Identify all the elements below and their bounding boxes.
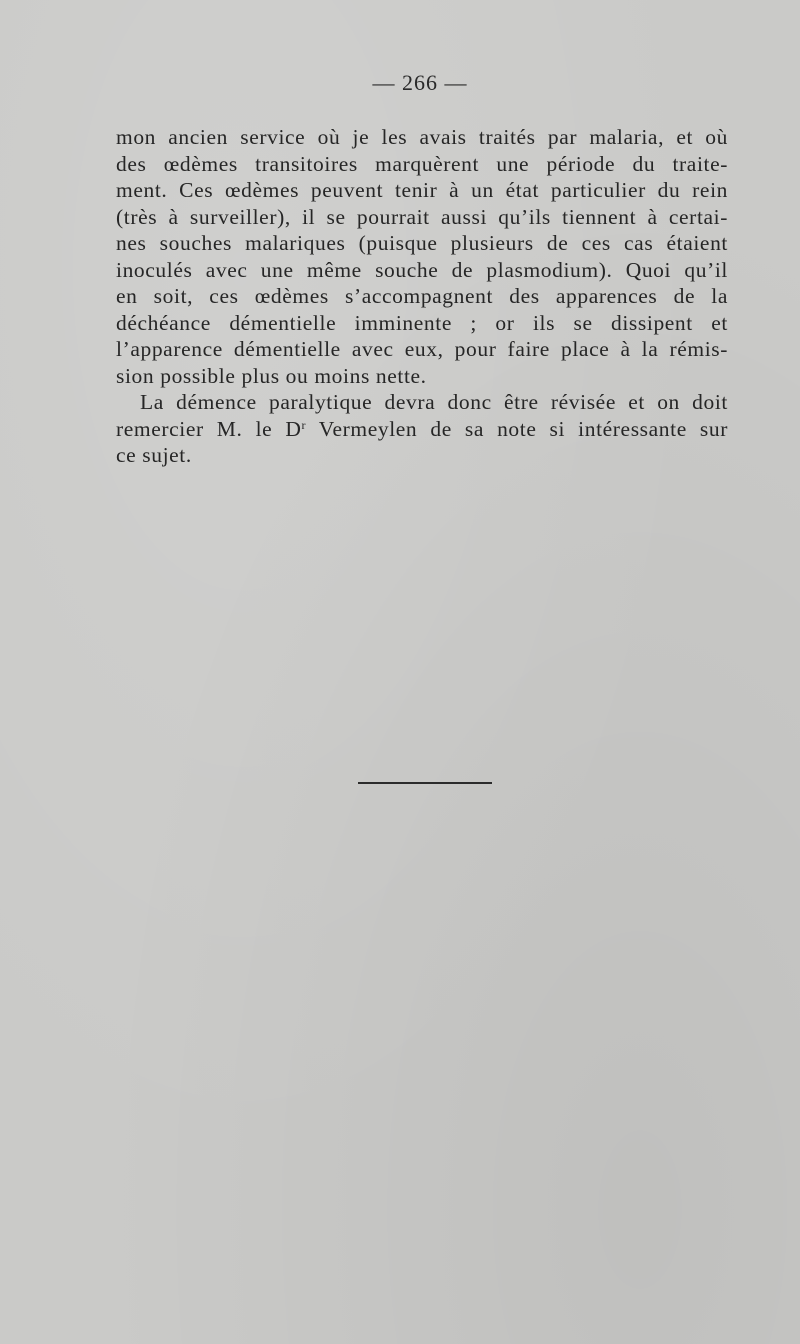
text-line: nes souches malariques (puisque plusieurs de ces cas étaient [116,231,728,255]
text-line-with-superscript [116,416,728,443]
text-line: sion possible plus ou moins nette. [116,363,427,388]
body-text [116,124,728,469]
text-line: mon ancien service où je les avais traités par malaria, et où [116,125,728,149]
paragraph-first-line: La démence paralytique devra donc être révisée et on doit [140,390,728,414]
end-rule [358,782,492,784]
text-line: ment. Ces œdèmes peuvent tenir à un état particulier du rein [116,178,728,202]
text-line: ce sujet. [116,443,192,467]
page-number: — 266 — [372,70,468,95]
text-fragment: remercier M. le D [116,416,302,441]
text-line: des œdèmes transitoires marquèrent une période du traite- [116,151,728,176]
superscript: r [301,417,307,432]
text-line: l’apparence démentielle avec eux, pour faire place à la rémis- [116,337,728,361]
text-line: en soit, ces œdèmes s’accompagnent des apparences de la [116,284,728,308]
text-line: déchéance démentielle imminente ; or ils se dissipent et [116,310,728,335]
text-line: (très à surveiller), il se pourrait aussi qu’ils tiennent à certai- [116,204,728,229]
text-fragment: Vermeylen de sa note si intéressante sur [306,416,728,441]
text-line: inoculés avec une même souche de plasmodium). Quoi qu’il [116,257,728,282]
